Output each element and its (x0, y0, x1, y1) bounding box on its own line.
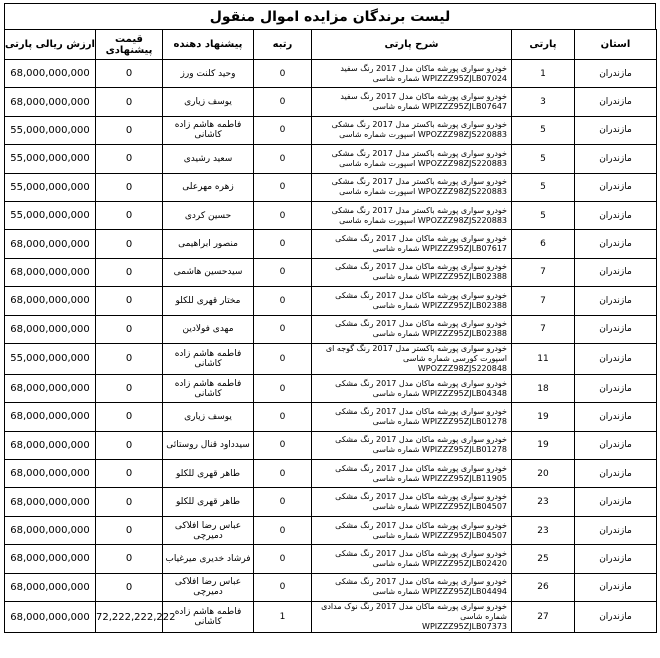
lot-description-cell (312, 431, 512, 459)
province-cell: مازندران (575, 173, 657, 201)
bidder-name-cell: عباس رضا افلاکی دمیرچی (163, 573, 254, 601)
rank-cell: 0 (254, 173, 312, 201)
province-cell: مازندران (575, 230, 657, 258)
bidder-name-cell: فرشاد خدیری میرغیاب (163, 545, 254, 573)
bid-price-cell: 0 (96, 287, 163, 315)
lot-description-cell (312, 201, 512, 229)
table-row (5, 230, 657, 258)
bid-price-cell: 0 (96, 230, 163, 258)
chassis-number-line: WPIZZZ95ZJLB04348 شماره شاسی (372, 388, 507, 398)
lot-number-cell: 7 (512, 287, 575, 315)
lot-value-cell: 55,000,000,000 (5, 343, 96, 374)
chassis-number-line: WPIZZZ95ZJLB02388 شماره شاسی (372, 272, 507, 282)
lot-value-cell: 68,000,000,000 (5, 403, 96, 431)
province-cell: مازندران (575, 343, 657, 374)
description-line: خودرو سواری پورشه ماکان مدل 2017 رنگ مشکی (335, 290, 507, 300)
province-cell: مازندران (575, 315, 657, 343)
lot-value-cell: 55,000,000,000 (5, 173, 96, 201)
table-row (5, 88, 657, 116)
bidder-name-cell: مهدی فولادین (163, 315, 254, 343)
description-line: خودرو سواری پورشه ماکان مدل 2017 رنگ مشکی (335, 234, 507, 244)
chassis-number-line: WPIZZZ95ZJLB07373 (422, 622, 507, 632)
bid-price-cell: 0 (96, 516, 163, 544)
bidder-name-cell: وحید کلنت ورز (163, 60, 254, 88)
lot-value-cell: 68,000,000,000 (5, 60, 96, 88)
chassis-number-line: WPIZZZ95ZJLB07647 شماره شاسی (372, 102, 507, 112)
lot-description-cell (312, 516, 512, 544)
rank-cell: 0 (254, 230, 312, 258)
bidder-name-cell: حسین کردی (163, 201, 254, 229)
lot-description-cell (312, 460, 512, 488)
lot-value-cell: 68,000,000,000 (5, 602, 96, 633)
lot-description-cell (312, 374, 512, 402)
description-line: خودرو سواری پورشه ماکان مدل 2017 رنگ مشکی (335, 492, 507, 502)
lot-number-cell: 7 (512, 315, 575, 343)
chassis-number-line: WPIZZZ95ZJLB02420 شماره شاسی (372, 558, 507, 568)
bid-price-cell: 0 (96, 116, 163, 144)
chassis-number-line: WPIZZZ95ZJLB01278 شماره شاسی (372, 445, 507, 455)
rank-cell: 0 (254, 145, 312, 173)
chassis-number-line: WPOZZZ98ZJS220848 (417, 363, 507, 373)
lot-number-cell: 26 (512, 573, 575, 601)
table-row (5, 258, 657, 286)
rank-cell: 1 (254, 602, 312, 633)
table-row (5, 403, 657, 431)
chassis-number-line: WPIZZZ95ZJLB07024 شماره شاسی (372, 73, 507, 83)
lot-value-cell: 55,000,000,000 (5, 201, 96, 229)
description-line: خودرو سواری پورشه ماکان مدل 2017 رنگ مشکی (335, 319, 507, 329)
lot-number-cell: 18 (512, 374, 575, 402)
rank-cell: 0 (254, 488, 312, 516)
table-row (5, 374, 657, 402)
description-line: خودرو سواری پورشه ماکان مدل 2017 رنگ مشکی (335, 262, 507, 272)
table-row (5, 573, 657, 601)
document-title: لیست برندگان مزایده اموال منقول (4, 3, 656, 29)
rank-cell: 0 (254, 460, 312, 488)
description-line: خودرو سواری پورشه ماکان مدل 2017 رنگ مشکی (335, 435, 507, 445)
lot-description-cell (312, 230, 512, 258)
table-header-row (5, 30, 657, 60)
lot-description-cell (312, 573, 512, 601)
rank-cell: 0 (254, 403, 312, 431)
lot-value-cell: 68,000,000,000 (5, 573, 96, 601)
province-cell: مازندران (575, 116, 657, 144)
lot-value-cell: 68,000,000,000 (5, 230, 96, 258)
rank-cell: 0 (254, 88, 312, 116)
province-cell: مازندران (575, 431, 657, 459)
lot-description-cell (312, 116, 512, 144)
chassis-number-line: WPIZZZ95ZJLB02388 شماره شاسی (372, 300, 507, 310)
bidder-name-cell: مختار قهری للکلو (163, 287, 254, 315)
lot-description-cell (312, 602, 512, 633)
lot-description-cell (312, 287, 512, 315)
lot-number-cell: 25 (512, 545, 575, 573)
bid-price-cell: 0 (96, 460, 163, 488)
rank-cell: 0 (254, 201, 312, 229)
province-cell: مازندران (575, 573, 657, 601)
lot-number-cell: 5 (512, 201, 575, 229)
description-line: خودرو سواری پورشه باکستر مدل 2017 رنگ مشکی (331, 120, 507, 130)
chassis-number-line: WPIZZZ95ZJLB07617 شماره شاسی (372, 244, 507, 254)
rank-cell: 0 (254, 287, 312, 315)
description-line: خودرو سواری پورشه ماکان مدل 2017 رنگ مشکی (335, 378, 507, 388)
bidder-name-cell: یوسف زیاری (163, 88, 254, 116)
table-row (5, 602, 657, 633)
bidder-name-cell: فاطمه هاشم زاده کاشانی (163, 602, 254, 633)
chassis-number-line: WPOZZZ98ZJS220883 اسپورت شماره شاسی (339, 215, 507, 225)
bid-price-cell: 72,222,222,222 (96, 602, 163, 633)
rank-cell: 0 (254, 573, 312, 601)
bid-price-cell: 0 (96, 173, 163, 201)
header-lot: پارتی (512, 30, 575, 60)
lot-description-cell (312, 488, 512, 516)
bidder-name-cell: فاطمه هاشم زاده کاشانی (163, 343, 254, 374)
lot-value-cell: 68,000,000,000 (5, 516, 96, 544)
lot-number-cell: 23 (512, 516, 575, 544)
lot-value-cell: 68,000,000,000 (5, 545, 96, 573)
lot-description-cell (312, 173, 512, 201)
winners-list-document (4, 3, 656, 633)
chassis-number-line: WPIZZZ95ZJLB01278 شماره شاسی (372, 416, 507, 426)
lot-number-cell: 5 (512, 116, 575, 144)
lot-number-cell: 11 (512, 343, 575, 374)
lot-number-cell: 19 (512, 431, 575, 459)
chassis-number-line: WPOZZZ98ZJS220883 اسپورت شماره شاسی (339, 130, 507, 140)
table-row (5, 343, 657, 374)
lot-description-cell (312, 60, 512, 88)
description-line: خودرو سواری پورشه ماکان مدل 2017 رنگ مشکی (335, 577, 507, 587)
header-bidder: پیشنهاد دهنده (163, 30, 254, 60)
description-line: خودرو سواری پورشه ماکان مدل 2017 رنگ مشکی (335, 463, 507, 473)
description-line: خودرو سواری پورشه باکستر مدل 2017 رنگ مشکی (331, 177, 507, 187)
province-cell: مازندران (575, 201, 657, 229)
province-cell: مازندران (575, 602, 657, 633)
lot-value-cell: 55,000,000,000 (5, 116, 96, 144)
header-lot-value: ارزش ریالی پارتی (5, 30, 96, 60)
lot-number-cell: 5 (512, 173, 575, 201)
province-cell: مازندران (575, 287, 657, 315)
province-cell: مازندران (575, 488, 657, 516)
chassis-number-line: WPOZZZ98ZJS220883 اسپورت شماره شاسی (339, 187, 507, 197)
header-province: استان (575, 30, 657, 60)
rank-cell: 0 (254, 258, 312, 286)
bidder-name-cell: منصور ابراهیمی (163, 230, 254, 258)
bid-price-cell: 0 (96, 488, 163, 516)
bidder-name-cell: عباس رضا افلاکی دمیرچی (163, 516, 254, 544)
bid-price-cell: 0 (96, 374, 163, 402)
lot-description-cell (312, 403, 512, 431)
description-line: خودرو سواری پورشه ماکان مدل 2017 رنگ مشکی (335, 406, 507, 416)
province-cell: مازندران (575, 374, 657, 402)
description-line: خودرو سواری پورشه ماکان مدل 2017 رنگ سفید (340, 63, 507, 73)
lot-value-cell: 68,000,000,000 (5, 374, 96, 402)
description-line: خودرو سواری پورشه باکستر مدل 2017 رنگ گوجه ای اسپورت کورسی شماره شاسی (325, 343, 507, 363)
table-row (5, 60, 657, 88)
table-row (5, 545, 657, 573)
bid-price-cell: 0 (96, 545, 163, 573)
lot-number-cell: 7 (512, 258, 575, 286)
lot-number-cell: 23 (512, 488, 575, 516)
lot-value-cell: 68,000,000,000 (5, 431, 96, 459)
rank-cell: 0 (254, 545, 312, 573)
bidder-name-cell: طاهر قهری للکلو (163, 488, 254, 516)
table-row (5, 173, 657, 201)
table-row (5, 315, 657, 343)
bidder-name-cell: سعید رشیدی (163, 145, 254, 173)
description-line: خودرو سواری پورشه ماکان مدل 2017 رنگ سفید (340, 92, 507, 102)
table-row (5, 287, 657, 315)
lot-value-cell: 55,000,000,000 (5, 145, 96, 173)
lot-number-cell: 6 (512, 230, 575, 258)
rank-cell: 0 (254, 116, 312, 144)
province-cell: مازندران (575, 460, 657, 488)
rank-cell: 0 (254, 60, 312, 88)
chassis-number-line: WPIZZZ95ZJLB02388 شماره شاسی (372, 329, 507, 339)
bidder-name-cell: سیدداود قنال روستائی (163, 431, 254, 459)
lot-number-cell: 3 (512, 88, 575, 116)
bid-price-cell: 0 (96, 145, 163, 173)
bid-price-cell: 0 (96, 88, 163, 116)
table-row (5, 516, 657, 544)
lot-number-cell: 27 (512, 602, 575, 633)
chassis-number-line: WPIZZZ95ZJLB11905 شماره شاسی (372, 473, 507, 483)
rank-cell: 0 (254, 343, 312, 374)
description-line: خودرو سواری پورشه باکستر مدل 2017 رنگ مشکی (331, 148, 507, 158)
lot-description-cell (312, 343, 512, 374)
lot-value-cell: 68,000,000,000 (5, 287, 96, 315)
rank-cell: 0 (254, 374, 312, 402)
lot-number-cell: 1 (512, 60, 575, 88)
rank-cell: 0 (254, 431, 312, 459)
lot-description-cell (312, 258, 512, 286)
bid-price-cell: 0 (96, 201, 163, 229)
rank-cell: 0 (254, 516, 312, 544)
lot-description-cell (312, 545, 512, 573)
province-cell: مازندران (575, 403, 657, 431)
bid-price-cell: 0 (96, 573, 163, 601)
table-row (5, 460, 657, 488)
lot-number-cell: 5 (512, 145, 575, 173)
table-row (5, 116, 657, 144)
bid-price-cell: 0 (96, 431, 163, 459)
lot-value-cell: 68,000,000,000 (5, 315, 96, 343)
chassis-number-line: WPIZZZ95ZJLB04507 شماره شاسی (372, 502, 507, 512)
lot-number-cell: 20 (512, 460, 575, 488)
lot-description-cell (312, 88, 512, 116)
lot-number-cell: 19 (512, 403, 575, 431)
header-bid-price: قیمت پیشنهادی (96, 30, 163, 60)
bidder-name-cell: فاطمه هاشم زاده کاشانی (163, 116, 254, 144)
description-line: خودرو سواری پورشه باکستر مدل 2017 رنگ مشکی (331, 205, 507, 215)
lot-description-cell (312, 315, 512, 343)
lot-value-cell: 68,000,000,000 (5, 258, 96, 286)
province-cell: مازندران (575, 145, 657, 173)
description-line: خودرو سواری پورشه ماکان مدل 2017 رنگ مشکی (335, 520, 507, 530)
bidder-name-cell: طاهر قهری للکلو (163, 460, 254, 488)
province-cell: مازندران (575, 258, 657, 286)
province-cell: مازندران (575, 516, 657, 544)
bid-price-cell: 0 (96, 60, 163, 88)
province-cell: مازندران (575, 545, 657, 573)
bid-price-cell: 0 (96, 343, 163, 374)
chassis-number-line: WPIZZZ95ZJLB04494 شماره شاسی (372, 587, 507, 597)
lot-value-cell: 68,000,000,000 (5, 488, 96, 516)
description-line: خودرو سواری پورشه ماکان مدل 2017 رنگ مشکی (335, 548, 507, 558)
bidder-name-cell: فاطمه هاشم زاده کاشانی (163, 374, 254, 402)
chassis-number-line: WPOZZZ98ZJS220883 اسپورت شماره شاسی (339, 158, 507, 168)
chassis-number-line: WPIZZZ95ZJLB04507 شماره شاسی (372, 530, 507, 540)
bid-price-cell: 0 (96, 403, 163, 431)
table-row (5, 488, 657, 516)
bidder-name-cell: یوسف زیاری (163, 403, 254, 431)
bidder-name-cell: سیدحسین هاشمی (163, 258, 254, 286)
winners-table (4, 29, 657, 633)
lot-value-cell: 68,000,000,000 (5, 88, 96, 116)
lot-description-cell (312, 145, 512, 173)
bid-price-cell: 0 (96, 258, 163, 286)
table-row (5, 201, 657, 229)
table-row (5, 145, 657, 173)
table-row (5, 431, 657, 459)
bidder-name-cell: زهره مهرعلی (163, 173, 254, 201)
header-lot-description: شرح پارتی (312, 30, 512, 60)
bid-price-cell: 0 (96, 315, 163, 343)
rank-cell: 0 (254, 315, 312, 343)
description-line: خودرو سواری پورشه ماکان مدل 2017 رنگ نوک مدادی شماره شاسی (321, 602, 507, 622)
header-rank: رتبه (254, 30, 312, 60)
lot-value-cell: 68,000,000,000 (5, 460, 96, 488)
province-cell: مازندران (575, 60, 657, 88)
province-cell: مازندران (575, 88, 657, 116)
